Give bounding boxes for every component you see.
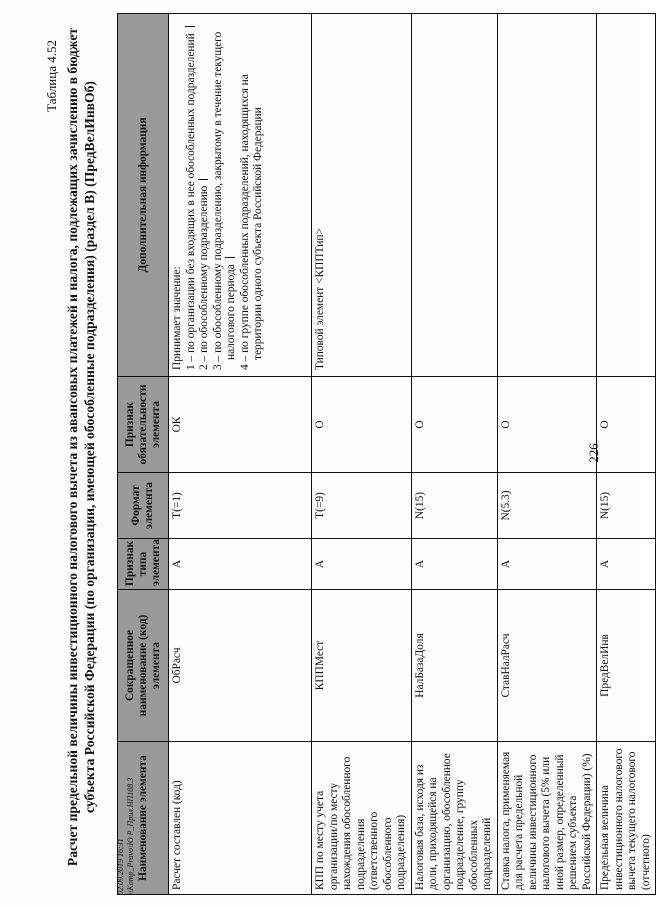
col-header-name: Наименование элемента	[118, 742, 169, 895]
title-line-1: Расчет предельной величины инвестиционного налогового вычета из авансовых платежей и налога, подлежащих зачислению в бюджет	[65, 27, 80, 867]
cell-format: N(15)	[411, 473, 497, 539]
info-item: 1 – по организации без входящих в нее обособленных подразделений	[185, 18, 199, 370]
col-header-code: Сокращенное наименование (код) элемента	[118, 590, 169, 742]
cell-code: КППМест	[312, 590, 412, 742]
page-number: 226	[586, 443, 601, 463]
footer-date: 02.09.2019 16:31	[116, 838, 125, 895]
col-header-type: Признак типа элемента	[118, 539, 169, 590]
cell-name: Предельная величина инвестиционного налогового вычета текущего налогового (отчетного)	[597, 742, 656, 895]
cell-code: НалБазаДоля	[411, 590, 497, 742]
table-row	[597, 14, 656, 895]
cell-name: КПП по месту учета организации/по месту нахождения обособленного подразделения (ответственного обособленного подразделения)	[312, 742, 412, 895]
info-intro: Принимает значение:	[171, 266, 183, 370]
cell-code: ОбРасч	[169, 590, 312, 742]
cell-name: Расчет составлен (код)	[169, 742, 312, 895]
cell-code: ПредВелИнв	[597, 590, 656, 742]
table-row	[169, 14, 312, 895]
info-item: 2 – по обособленному подразделению	[198, 18, 212, 370]
table-row	[497, 14, 597, 895]
table-header-row	[118, 14, 169, 895]
col-header-required: Признак обязательности элемента	[118, 377, 169, 473]
col-header-info: Дополнительная информация	[118, 14, 169, 377]
cell-code: СтавНалРасч	[497, 590, 597, 742]
cell-type: А	[597, 539, 656, 590]
cell-type: А	[411, 539, 497, 590]
info-item: 3 – по обособленному подразделению, закрытому в течение текущего налогового периода	[211, 31, 237, 370]
title-line-2: субъекта Российской Федерации (по организации, имеющей обособленные подразделения) (раздел В) (ПредВелИнвОб)	[82, 81, 97, 813]
cell-type: А	[169, 539, 312, 590]
cell-required: О	[497, 377, 597, 473]
cell-format: N(5.3)	[497, 473, 597, 539]
spec-table	[117, 13, 656, 895]
cell-required: О	[597, 377, 656, 473]
cell-format: Т(=9)	[312, 473, 412, 539]
cell-info	[169, 14, 312, 377]
table-label: Таблица 4.52	[44, 40, 59, 112]
footer-path: \\Komp_Pravo\Ю P_Прил.НП108.3	[126, 777, 135, 895]
cell-name: Ставка налога, применяемая для расчета предельной величины инвестиционного налогового вычета (5% или иной размер, определенный решением субъекта Российской Федерации) (%)	[497, 742, 597, 895]
cell-required: О	[312, 377, 412, 473]
cell-info: Типовой элемент <КППТип>	[312, 14, 412, 377]
cell-type: А	[497, 539, 597, 590]
cell-name: Налоговая база, исходя из доли, приходящейся на организацию, обособленное подразделение, группу обособленных подразделений	[411, 742, 497, 895]
print-footer	[116, 778, 136, 895]
cell-type: А	[312, 539, 412, 590]
cell-format: N(15)	[597, 473, 656, 539]
table-row	[411, 14, 497, 895]
col-header-format: Формат элемента	[118, 473, 169, 539]
cell-required: ОК	[169, 377, 312, 473]
cell-required: О	[411, 377, 497, 473]
info-list	[185, 18, 266, 370]
table-row	[312, 14, 412, 895]
cell-info	[411, 14, 497, 377]
cell-info	[597, 14, 656, 377]
info-item: 4 – по группе обособленных подразделений, находящихся на территории одного субъекта Российской Федерации	[238, 74, 264, 370]
table-title	[64, 17, 98, 877]
cell-info	[497, 14, 597, 377]
cell-format: Т(=1)	[169, 473, 312, 539]
